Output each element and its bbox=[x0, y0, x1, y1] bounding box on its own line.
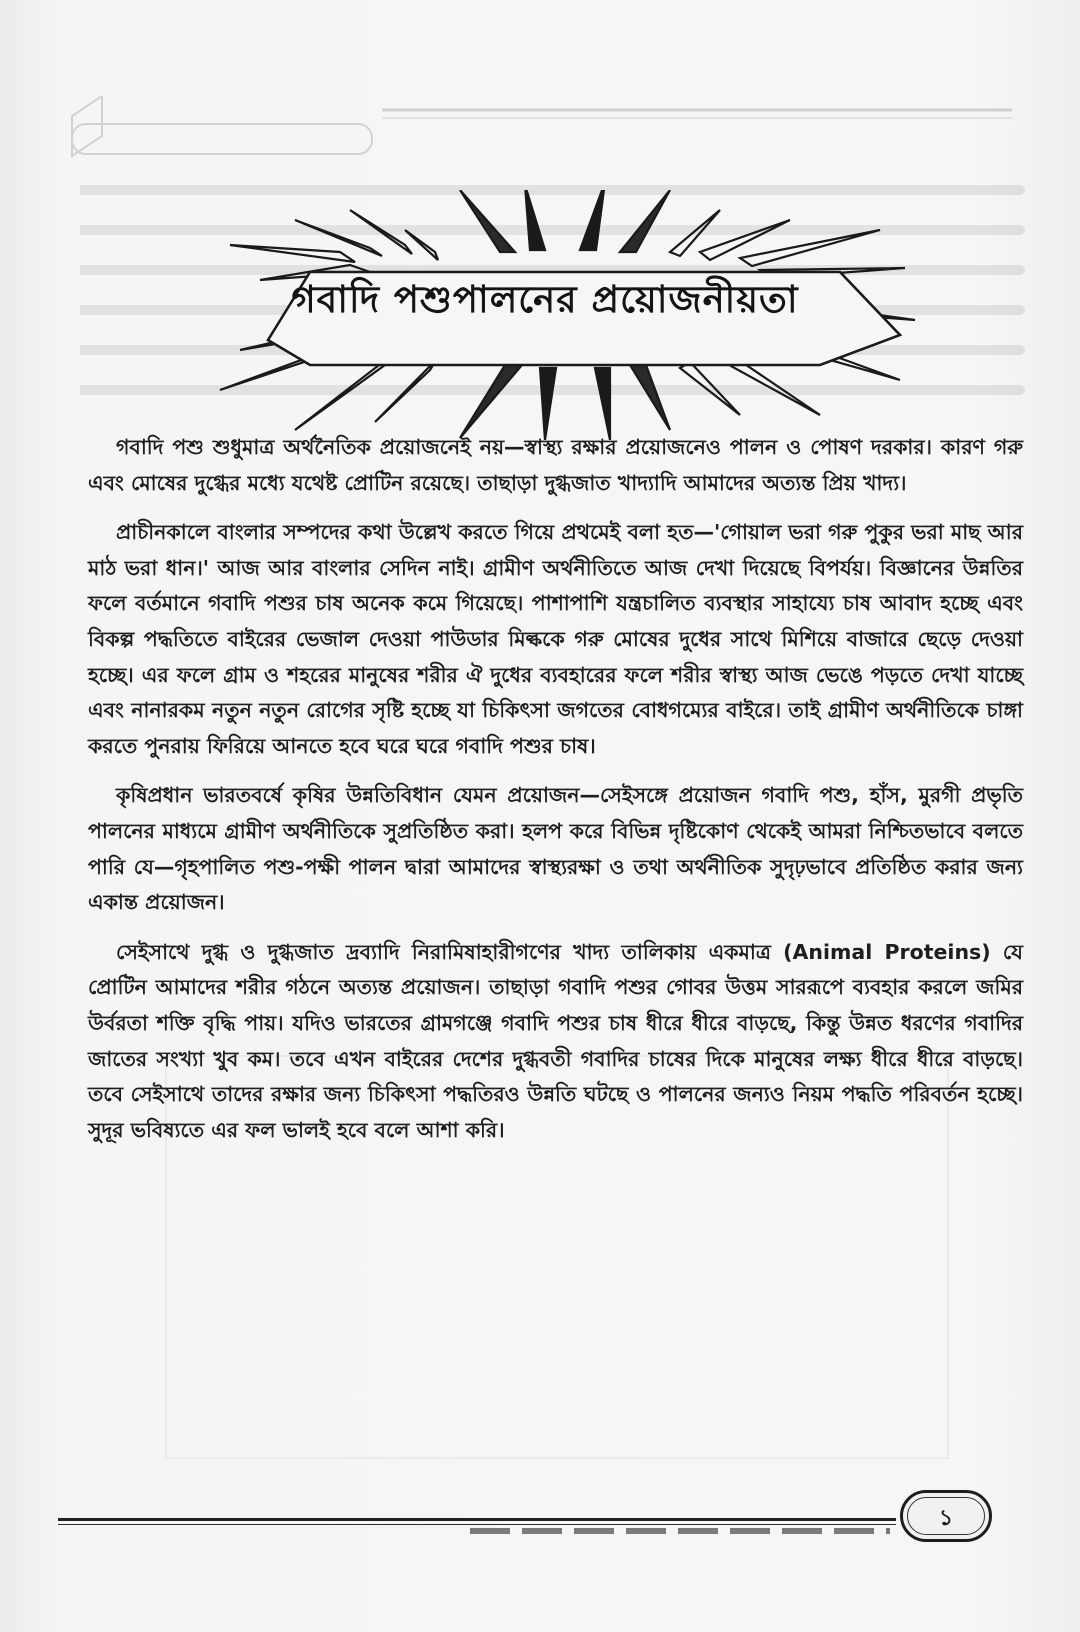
bleed-through-header bbox=[62, 96, 1022, 166]
page-number: ১ bbox=[938, 1506, 954, 1531]
paragraph: প্রাচীনকালে বাংলার সম্পদের কথা উল্লেখ করতে গিয়ে প্রথমেই বলা হত—'গোয়াল ভরা গরু পুকুর ভরা মাছ আর মাঠ ভরা ধান।' আজ আর বাংলার সেদিন নাই। গ্রামীণ অর্থনীতিতে আজ দেখা দিয়েছে বিপর্যয়। বিজ্ঞানের উন্নতির ফলে বর্তমানে গবাদি পশুর চাষ অনেক কমে গিয়েছে। পাশাপাশি যন্ত্রচালিত ব্যবস্থার সাহায্যে চাষ আবাদ হচ্ছে এবং বিকল্প পদ্ধতিতে বাইরের ভেজাল দেওয়া পাউডার মিল্ককে গরু মোষের দুধের সাথে মিশিয়ে বাজারে ছেড়ে দেওয়া হচ্ছে। এর ফলে গ্রাম ও শহরের মানুষের শরীর ঐ দুধের ব্যবহারের ফলে শরীর স্বাস্থ্য আজ ভেঙে পড়তে দেখা যাচ্ছে এবং নানারকম নতুন নতুন রোগের সৃষ্টি হচ্ছে যা চিকিৎসা জগতের বোধগম্যের বাইরে। তাই গ্রামীণ অর্থনীতিকে চাঙ্গা করতে পুনরায় ফিরিয়ে আনতে হবে ঘরে ঘরে গবাদি পশুর চাষ। bbox=[88, 520, 1023, 758]
paragraph: গবাদি পশু শুধুমাত্র অর্থনৈতিক প্রয়োজনেই নয়—স্বাস্থ্য রক্ষার প্রয়োজনেও পালন ও পোষণ দরকার। কারণ গরু এবং মোষের দুগ্ধের মধ্যে যথেষ্ট প্রোটিন রয়েছে। তাছাড়া দুগ্ধজাত খাদ্যাদি আমাদের অত্যন্ত প্রিয় খাদ্য। bbox=[88, 435, 1023, 495]
footer-rule-thin bbox=[58, 1524, 896, 1525]
paragraph: কৃষিপ্রধান ভারতবর্ষে কৃষির উন্নতিবিধান যেমন প্রয়োজন—সেইসঙ্গে প্রয়োজন গবাদি পশু, হাঁস, মুরগী প্রভৃতি পালনের মাধ্যমে গ্রামীণ অর্থনীতিকে সুপ্রতিষ্ঠিত করা। হলপ করে বিভিন্ন দৃষ্টিকোণ থেকেই আমরা নিশ্চিতভাবে বলতে পারি যে—গৃহপালিত পশু-পক্ষী পালন দ্বারা আমাদের স্বাস্থ্যরক্ষা ও তথা অর্থনীতিক সুদৃঢ়ভাবে প্রতিষ্ঠিত করার জন্য একান্ত প্রয়োজন। bbox=[88, 783, 1023, 915]
body-text bbox=[88, 430, 1023, 1162]
page-number-badge bbox=[900, 1490, 992, 1542]
footer-dash-rule bbox=[470, 1528, 890, 1534]
page-title: গবাদি পশুপালনের প্রয়োজনীয়তা bbox=[291, 278, 799, 321]
paragraph: সেইসাথে দুগ্ধ ও দুগ্ধজাত দ্রব্যাদি নিরামিষাহারীগণের খাদ্য তালিকায় একমাত্র (Animal Proteins) যে প্রোটিন আমাদের শরীর গঠনে অত্যন্ত প্রয়োজন। তাছাড়া গবাদি পশুর গোবর উত্তম সাররূপে ব্যবহার করলে জমির উর্বরতা শক্তি বৃদ্ধি পায়। যদিও ভারতের গ্রামগঞ্জে গবাদি পশুর চাষ ধীরে ধীরে বাড়ছে, কিন্তু উন্নত ধরণের গবাদির জাতের সংখ্যা খুব কম। তবে এখন বাইরের দেশের দুগ্ধবতী গবাদির চাষের দিকে মানুষের লক্ষ্য ধীরে ধীরে বাড়ছে। তবে সেইসাথে তাদের রক্ষার জন্য চিকিৎসা পদ্ধতিরও উন্নতি ঘটছে ও পালনের জন্যও নিয়ম পদ্ধতি পরিবর্তন হচ্ছে। সুদূর ভবিষ্যতে এর ফল ভালই হবে বলে আশা করি। bbox=[88, 939, 1023, 1142]
footer-rule bbox=[58, 1518, 896, 1521]
